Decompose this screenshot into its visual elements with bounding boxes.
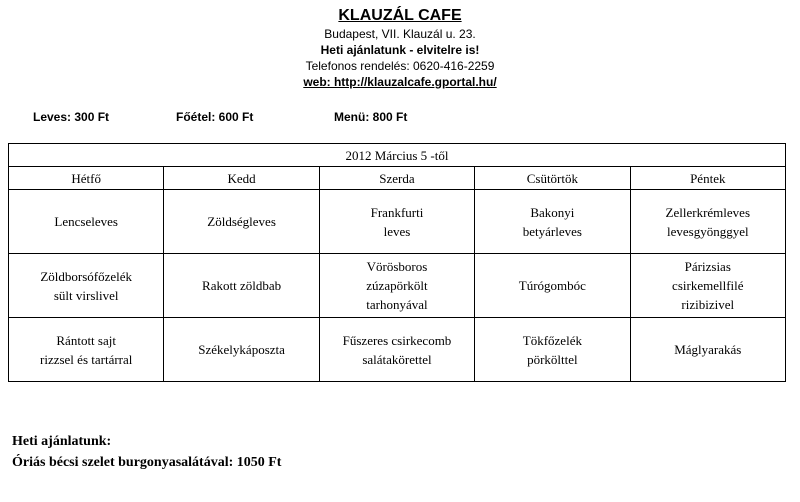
- menu-cell: Rakott zöldbab: [164, 254, 319, 318]
- header: [0, 6, 800, 90]
- table-row: [9, 318, 786, 382]
- cafe-title: KLAUZÁL CAFE: [338, 7, 462, 24]
- menu-price: Menü: 800 Ft: [334, 110, 408, 124]
- table-row: [9, 254, 786, 318]
- weekly-menu-table: [8, 143, 786, 382]
- menu-cell: Rántott sajt rizzsel és tartárral: [9, 318, 164, 382]
- menu-cell: Tökfőzelék pörkölttel: [475, 318, 630, 382]
- menu-cell: Zöldborsófőzelék sült virslivel: [9, 254, 164, 318]
- menu-cell: Lencseleves: [9, 190, 164, 254]
- menu-cell: Párizsias csirkemellfilé rizibizivel: [630, 254, 785, 318]
- day-tuesday: Kedd: [164, 167, 319, 190]
- menu-cell: Frankfurti leves: [319, 190, 474, 254]
- table-caption: 2012 Március 5 -től: [9, 144, 786, 167]
- menu-cell: Máglyarakás: [630, 318, 785, 382]
- cafe-web-link[interactable]: web: http://klauzalcafe.gportal.hu/: [303, 75, 497, 89]
- menu-cell: Székelykáposzta: [164, 318, 319, 382]
- menu-cell: Zellerkrémleves levesgyönggyel: [630, 190, 785, 254]
- menu-cell: Zöldségleves: [164, 190, 319, 254]
- weekly-offer-item: Óriás bécsi szelet burgonyasalátával: 1050 Ft: [12, 455, 282, 470]
- menu-cell: Fűszeres csirkecomb salátakörettel: [319, 318, 474, 382]
- day-thursday: Csütörtök: [475, 167, 630, 190]
- day-header-row: [9, 167, 786, 190]
- day-friday: Péntek: [630, 167, 785, 190]
- table-row: [9, 190, 786, 254]
- soup-price: Leves: 300 Ft: [33, 110, 110, 124]
- day-wednesday: Szerda: [319, 167, 474, 190]
- weekly-offer: [12, 431, 281, 473]
- menu-cell: Vörösboros zúzapörkölt tarhonyával: [319, 254, 474, 318]
- day-monday: Hétfő: [9, 167, 164, 190]
- cafe-tagline: Heti ajánlatunk - elvitelre is!: [320, 43, 480, 57]
- cafe-address: Budapest, VII. Klauzál u. 23.: [324, 27, 476, 41]
- table-caption-row: [9, 144, 786, 167]
- main-course-price: Főétel: 600 Ft: [176, 110, 254, 124]
- weekly-offer-heading: Heti ajánlatunk:: [12, 434, 112, 449]
- cafe-phone: Telefonos rendelés: 0620-416-2259: [305, 59, 495, 73]
- menu-cell: Túrógombóc: [475, 254, 630, 318]
- price-list: [0, 110, 800, 126]
- menu-cell: Bakonyi betyárleves: [475, 190, 630, 254]
